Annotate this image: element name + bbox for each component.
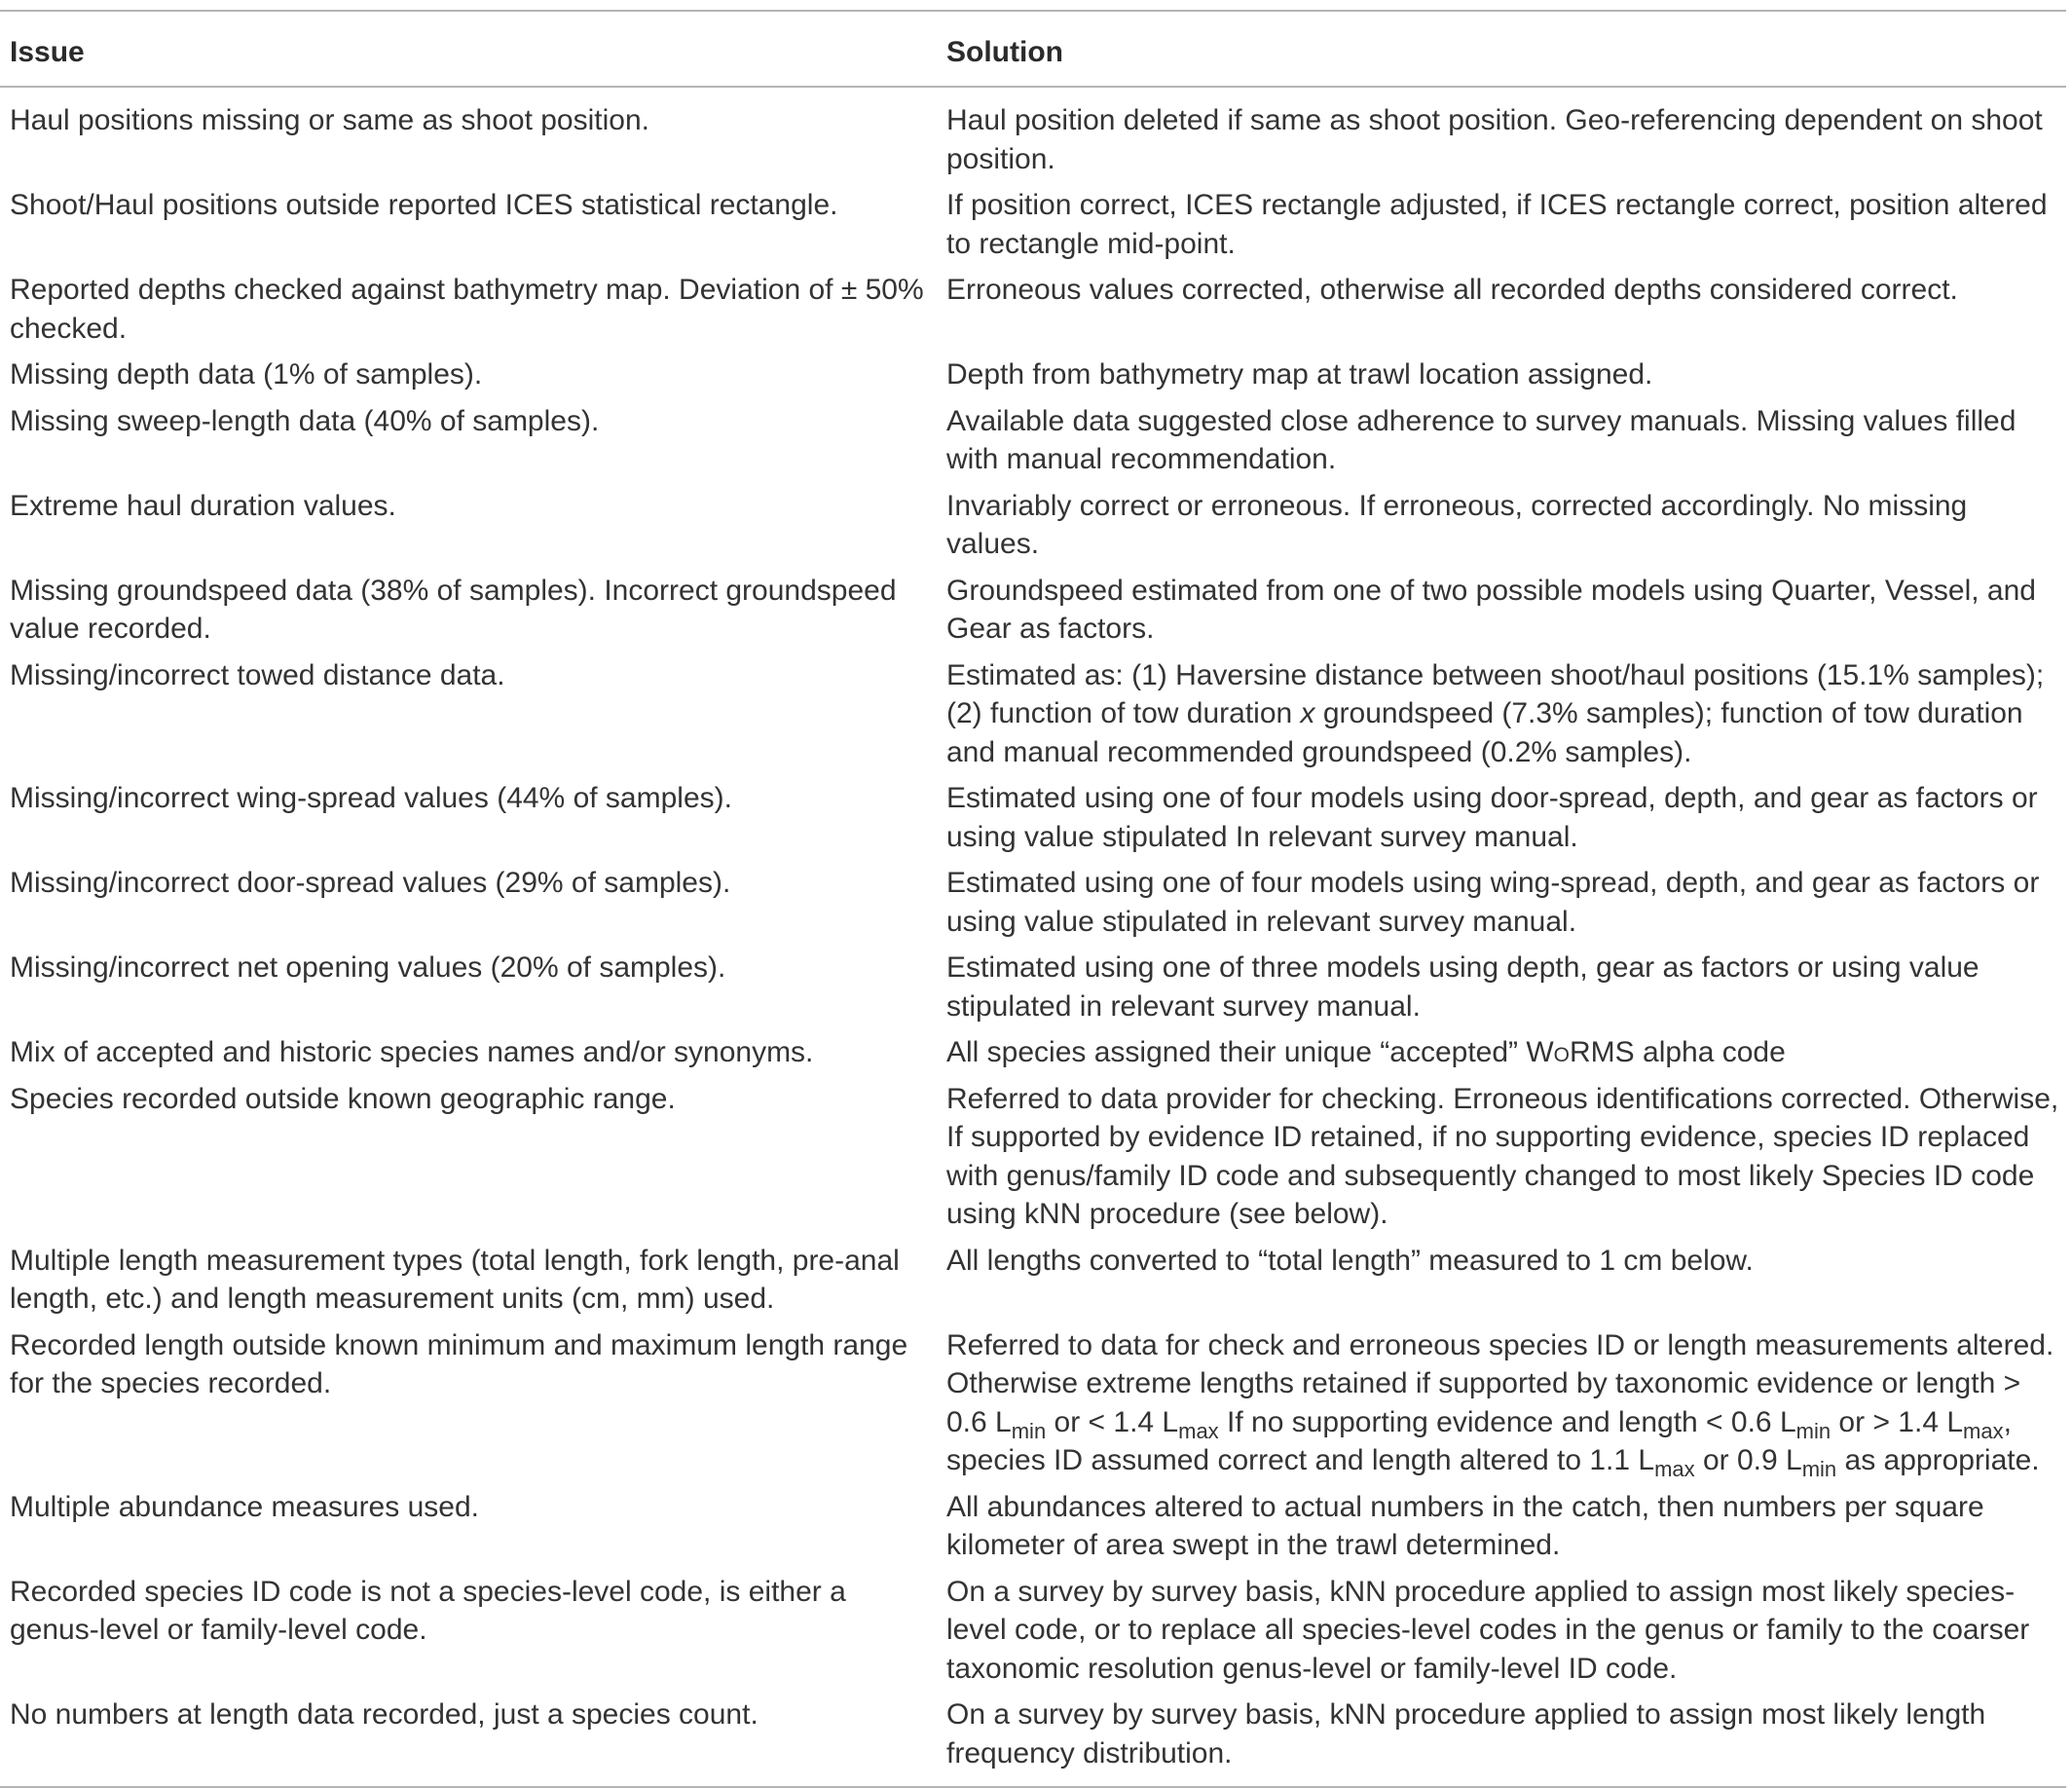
solution-cell xyxy=(937,1326,2066,1488)
table-row xyxy=(0,186,2066,271)
table-row xyxy=(0,1573,2066,1696)
table-row xyxy=(0,656,2066,780)
solution-cell: Estimated using one of three models using depth, gear as factors or using value stipulated in relevant survey manual. xyxy=(946,951,1980,1023)
solution-cell: Groundspeed estimated from one of two possible models using Quarter, Vessel, and Gear as factors. xyxy=(946,574,2036,645)
solution-cell xyxy=(937,656,2066,780)
table-row xyxy=(0,1488,2066,1573)
table-row xyxy=(0,1080,2066,1242)
solution-text: Referred to data for check and erroneous species ID or length measurements altered. Otherwise extreme lengths retained if supported by taxonomic evidence or length > 0.6 L xyxy=(946,1328,2054,1438)
solution-cell: All abundances altered to actual numbers in the catch, then numbers per square kilometer of area swept in the trawl determined. xyxy=(946,1490,1984,1561)
subscript: max xyxy=(1654,1457,1695,1481)
solution-text: or < 1.4 L xyxy=(1046,1405,1179,1438)
issue-cell: Multiple abundance measures used. xyxy=(10,1490,479,1523)
issue-cell: Recorded length outside known minimum and maximum length range for the species recorded. xyxy=(10,1328,908,1399)
solution-cell: Erroneous values corrected, otherwise all recorded depths considered correct. xyxy=(946,274,1958,306)
solution-cell: Available data suggested close adherence to survey manuals. Missing values filled with manual recommendation. xyxy=(946,404,2016,475)
issue-cell: Recorded species ID code is not a species-level code, is either a genus-level or family-level code. xyxy=(10,1575,846,1646)
table-header xyxy=(0,11,2066,87)
issue-solution-table xyxy=(0,10,2066,1788)
solution-text: If no supporting evidence and length < 0.6 L xyxy=(1218,1405,1796,1438)
subscript: min xyxy=(1801,1457,1837,1481)
multiplication-symbol: x xyxy=(1300,697,1315,729)
issue-cell: Missing sweep-length data (40% of samples). xyxy=(10,404,600,437)
solution-text: as appropriate. xyxy=(1836,1444,2040,1476)
solution-cell: Referred to data provider for checking. Erroneous identifications corrected. Otherwise, If supported by evidence ID retained, if no supporting evidence, species ID replaced with genus/family ID code and subsequently changed to most likely Species ID code using kNN procedure (see below). xyxy=(946,1082,2059,1230)
table-row xyxy=(0,355,2066,402)
solution-cell: On a survey by survey basis, kNN procedure applied to assign most likely species-level code, or to replace all species-level codes in the genus or family to the coarser taxonomic resolution genus-level or family-level ID code. xyxy=(946,1575,2030,1685)
worms-name: WoRMS xyxy=(1526,1036,1635,1068)
subscript: min xyxy=(1011,1418,1047,1443)
solution-cell xyxy=(937,1033,2066,1080)
solution-text: alpha code xyxy=(1634,1036,1786,1068)
solution-text: or > 1.4 L xyxy=(1831,1405,1964,1438)
table-row xyxy=(0,949,2066,1033)
issue-cell: Shoot/Haul positions outside reported ICES statistical rectangle. xyxy=(10,189,838,221)
solution-cell: Estimated using one of four models using wing-spread, depth, and gear as factors or using value stipulated in relevant survey manual. xyxy=(946,867,2040,938)
issue-cell: No numbers at length data recorded, just a species count. xyxy=(10,1698,758,1731)
issue-cell: Missing/incorrect wing-spread values (44% of samples). xyxy=(10,782,732,814)
issue-cell: Haul positions missing or same as shoot position. xyxy=(10,104,649,136)
solution-text: or 0.9 L xyxy=(1694,1444,1802,1476)
solution-cell: Invariably correct or erroneous. If erroneous, corrected accordingly. No missing values. xyxy=(946,489,1968,560)
table-row xyxy=(0,1033,2066,1080)
issue-cell: Missing/incorrect door-spread values (29% of samples). xyxy=(10,867,731,899)
solution-text: All species assigned their unique “accepted” xyxy=(946,1036,1527,1068)
issue-cell: Missing/incorrect net opening values (20% of samples). xyxy=(10,951,726,984)
solution-cell: Estimated using one of four models using door-spread, depth, and gear as factors or using value stipulated In relevant survey manual. xyxy=(946,782,2038,853)
solution-cell: Haul position deleted if same as shoot position. Geo-referencing dependent on shoot position. xyxy=(946,104,2043,175)
table-row xyxy=(0,1695,2066,1787)
table-row xyxy=(0,402,2066,487)
issue-cell: Multiple length measurement types (total length, fork length, pre-anal length, etc.) and length measurement units (cm, mm) used. xyxy=(10,1244,900,1315)
table-row xyxy=(0,864,2066,949)
solution-cell: If position correct, ICES rectangle adjusted, if ICES rectangle correct, position altered to rectangle mid-point. xyxy=(946,189,2048,260)
table-row xyxy=(0,1326,2066,1488)
solution-text: Estimated as: (1) Haversine distance between shoot/haul positions (15.1% samples); (2) function of tow duration xyxy=(946,658,2045,729)
header-row xyxy=(0,11,2066,87)
column-header-issue: Issue xyxy=(10,36,85,68)
table-row xyxy=(0,572,2066,656)
issue-cell: Extreme haul duration values. xyxy=(10,489,396,522)
column-header-solution: Solution xyxy=(946,36,1063,68)
subscript: min xyxy=(1795,1418,1832,1443)
table-row xyxy=(0,1242,2066,1326)
solution-cell: Depth from bathymetry map at trawl location assigned. xyxy=(946,358,1653,391)
table-row xyxy=(0,271,2066,355)
table-row xyxy=(0,779,2066,864)
table-row xyxy=(0,487,2066,572)
subscript: max xyxy=(1178,1418,1219,1443)
solution-cell: On a survey by survey basis, kNN procedure applied to assign most likely length frequency distribution. xyxy=(946,1698,1986,1769)
solution-text: , species ID assumed correct and length altered to 1.1 L xyxy=(946,1405,2012,1476)
issue-cell: Missing depth data (1% of samples). xyxy=(10,358,483,391)
issue-cell: Mix of accepted and historic species names and/or synonyms. xyxy=(10,1036,814,1068)
issue-cell: Reported depths checked against bathymetry map. Deviation of ± 50% checked. xyxy=(10,274,924,345)
issue-cell: Missing groundspeed data (38% of samples). Incorrect groundspeed value recorded. xyxy=(10,574,897,645)
solution-cell: All lengths converted to “total length” measured to 1 cm below. xyxy=(946,1244,1754,1277)
subscript: max xyxy=(1963,1418,2004,1443)
solution-text: groundspeed (7.3% samples); function of tow duration and manual recommended groundspeed (0.2% samples). xyxy=(946,697,2023,768)
table-body xyxy=(0,87,2066,1787)
table-row xyxy=(0,87,2066,186)
issue-cell: Species recorded outside known geographic range. xyxy=(10,1082,676,1115)
issue-cell: Missing/incorrect towed distance data. xyxy=(10,658,505,691)
